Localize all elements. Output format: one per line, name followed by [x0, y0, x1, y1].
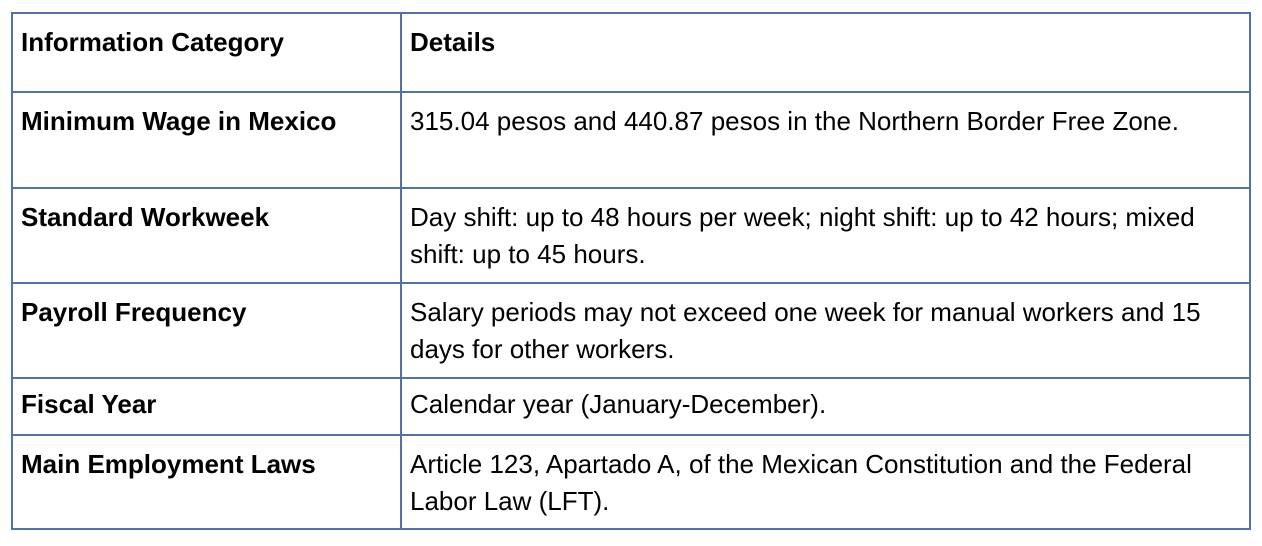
category-cell: Standard Workweek [12, 188, 401, 283]
details-cell: Salary periods may not exceed one week for manual workers and 15 days for other workers. [401, 283, 1250, 378]
details-cell: Calendar year (January-December). [401, 378, 1250, 435]
table-row [12, 378, 1250, 435]
details-cell: Day shift: up to 48 hours per week; night shift: up to 42 hours; mixed shift: up to 45 hours. [401, 188, 1250, 283]
table-row [12, 283, 1250, 378]
details-cell: 315.04 pesos and 440.87 pesos in the Northern Border Free Zone. [401, 92, 1250, 188]
table-row [12, 92, 1250, 188]
category-cell: Fiscal Year [12, 378, 401, 435]
header-category: Information Category [12, 13, 401, 92]
table-row [12, 435, 1250, 529]
category-cell: Main Employment Laws [12, 435, 401, 529]
table-row [12, 188, 1250, 283]
info-table [11, 12, 1251, 530]
table-header-row [12, 13, 1250, 92]
header-details: Details [401, 13, 1250, 92]
category-cell: Payroll Frequency [12, 283, 401, 378]
category-cell: Minimum Wage in Mexico [12, 92, 401, 188]
details-cell: Article 123, Apartado A, of the Mexican Constitution and the Federal Labor Law (LFT). [401, 435, 1250, 529]
